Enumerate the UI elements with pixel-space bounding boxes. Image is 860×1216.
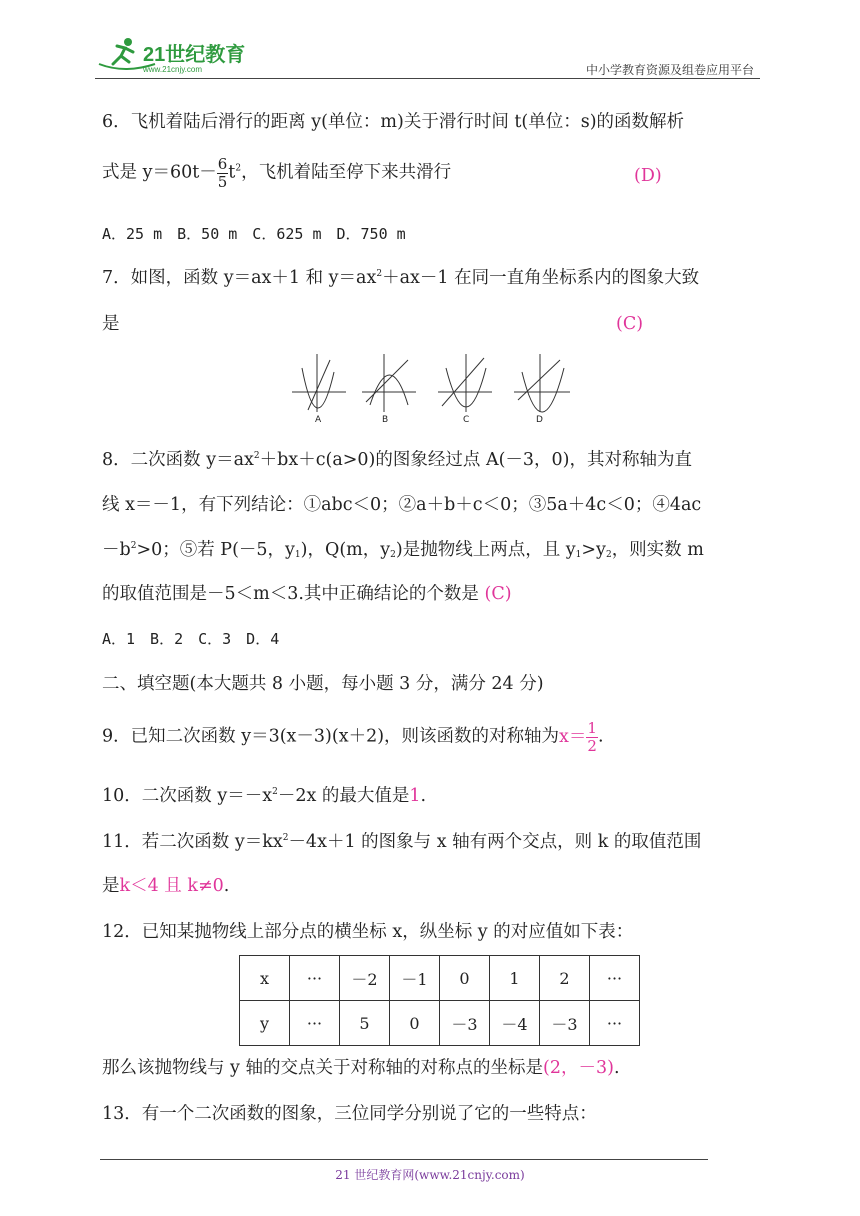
q9-line [102,720,604,754]
q11-text: －4x＋1 的图象与 x 轴有两个交点，则 k 的取值范围 [288,832,702,852]
fraction [586,720,598,754]
graph-label-a: A [315,415,322,425]
q8-text: －b [102,540,131,560]
table-cell: 0 [390,1001,440,1046]
q6-var: t [228,162,236,183]
q6-options: A．25 m B．50 m C．625 m D．750 m [102,225,406,243]
graph-label-c: C [463,415,470,425]
q10-answer: 1 [409,786,421,806]
site-logo [95,34,255,74]
q8-answer: (C) [484,584,512,604]
q8-options: A．1 B．2 C．3 D．4 [102,630,280,648]
superscript: 2 [376,269,383,279]
table-cell: －2 [340,956,390,1001]
superscript: 2 [130,541,137,551]
q8-text: 的取值范围是－5＜m＜3.其中正确结论的个数是 [102,584,479,604]
q11-line1 [102,832,701,853]
q7-text-end: ＋ax－1 在同一直角坐标系内的图象大致 [382,268,700,288]
q8-line1 [102,450,692,471]
period: . [420,786,427,806]
q7-answer: (C) [616,314,644,334]
graph-a [292,354,346,412]
table-cell: x [240,956,290,1001]
q12-answer: (2，－3) [543,1058,614,1078]
q12-line: 12．已知某抛物线上部分点的横坐标 x，纵坐标 y 的对应值如下表： [102,922,634,942]
graph-d [514,354,570,412]
q10-text: －2x 的最大值是 [277,786,410,806]
table-cell: ··· [590,1001,640,1046]
table-cell: 5 [340,1001,390,1046]
q8-text: >0；⑤若 P(－5，y [136,540,295,560]
q8-text: )是抛物线上两点，且 y [395,540,576,560]
q9-answer-prefix: x＝ [559,726,587,747]
q8-text-end: ＋bx＋c(a>0)的图象经过点 A(－3，0)，其对称轴为直 [259,450,693,470]
frac-den: 5 [217,172,228,191]
q8-line4 [102,584,512,605]
table-cell: －3 [540,1001,590,1046]
subscript: 2 [605,550,612,560]
q9-text: 9．已知二次函数 y＝3(x－3)(x＋2)，则该函数的对称轴为 [102,726,560,747]
graph-label-b: B [382,415,389,425]
frac-num: 6 [217,155,228,173]
frac-num: 1 [587,719,597,737]
period: . [597,726,604,747]
q8-text: 8．二次函数 y＝ax [102,450,254,470]
value-table [239,955,640,1046]
q7-line1 [102,268,699,289]
q8-text: >y [581,540,606,560]
q12-text: 那么该抛物线与 y 轴的交点关于对称轴的对称点的坐标是 [102,1058,544,1078]
q6-text-end: ，飞机着陆至停下来共滑行 [241,162,452,183]
footer-text: 21 世纪教育网(www.21cnjy.com) [335,1168,525,1182]
svg-text:21世纪教育: 21世纪教育 [143,44,246,66]
table-row-x [240,956,640,1001]
graph-label-d: D [536,415,543,425]
q6-text: 式是 y＝60t－ [102,162,217,183]
subscript: 2 [390,550,396,560]
q8-text: )，Q(m，y [300,540,391,560]
q10-line [102,786,426,807]
q12-conclusion [102,1058,620,1079]
footer-divider [100,1159,708,1160]
table-cell: 2 [540,956,590,1001]
q11-answer: k＜4 且 k≠0 [119,876,224,896]
table-cell: ··· [590,956,640,1001]
q11-text: 是 [102,876,120,896]
period: . [223,876,230,896]
q6-line2 [102,156,451,190]
table-cell: 0 [440,956,490,1001]
q7-text: 7．如图，函数 y＝ax＋1 和 y＝ax [102,268,377,288]
q8-line2: 线 x＝－1，有下列结论：①abc＜0；②a＋b＋c＜0；③5a＋4c＜0；④4ac [102,495,702,515]
superscript: 2 [235,163,242,174]
section-heading: 二、填空题(本大题共 8 小题，每小题 3 分，满分 24 分) [102,674,544,694]
q8-line3 [102,540,704,561]
table-cell: ··· [290,1001,340,1046]
superscript: 2 [282,833,289,843]
q7-line2: 是 [102,314,120,334]
graph-b [362,354,416,412]
table-cell: ··· [290,956,340,1001]
q11-text: 11．若二次函数 y＝kx [102,832,283,852]
table-cell: －1 [390,956,440,1001]
subscript: 1 [294,550,301,560]
q6-answer: (D) [634,166,662,186]
period: . [613,1058,620,1078]
table-cell: －3 [440,1001,490,1046]
superscript: 2 [272,787,278,797]
q6-line1: 6．飞机着陆后滑行的距离 y(单位：m)关于滑行时间 t(单位：s)的函数解析 [102,112,685,132]
q13-line: 13．有一个二次函数的图象，三位同学分别说了它的一些特点： [102,1104,597,1124]
table-row-y [240,1001,640,1046]
q11-line2 [102,876,229,897]
table-cell: 1 [490,956,540,1001]
q10-text: 10．二次函数 y＝－x [102,786,273,806]
svg-text:www.21cnjy.com: www.21cnjy.com [143,65,202,74]
site-name: 中小学教育资源及组卷应用平台 [585,63,754,77]
header-divider [95,78,760,79]
q8-text: ，则实数 m [611,540,704,560]
table-cell: y [240,1001,290,1046]
page-header [95,30,760,80]
superscript: 2 [253,451,260,461]
graph-c [438,354,492,412]
table-cell: －4 [490,1001,540,1046]
subscript: 1 [575,550,582,560]
frac-den: 2 [587,736,597,755]
fraction [217,156,229,190]
q9-answer [559,719,598,755]
